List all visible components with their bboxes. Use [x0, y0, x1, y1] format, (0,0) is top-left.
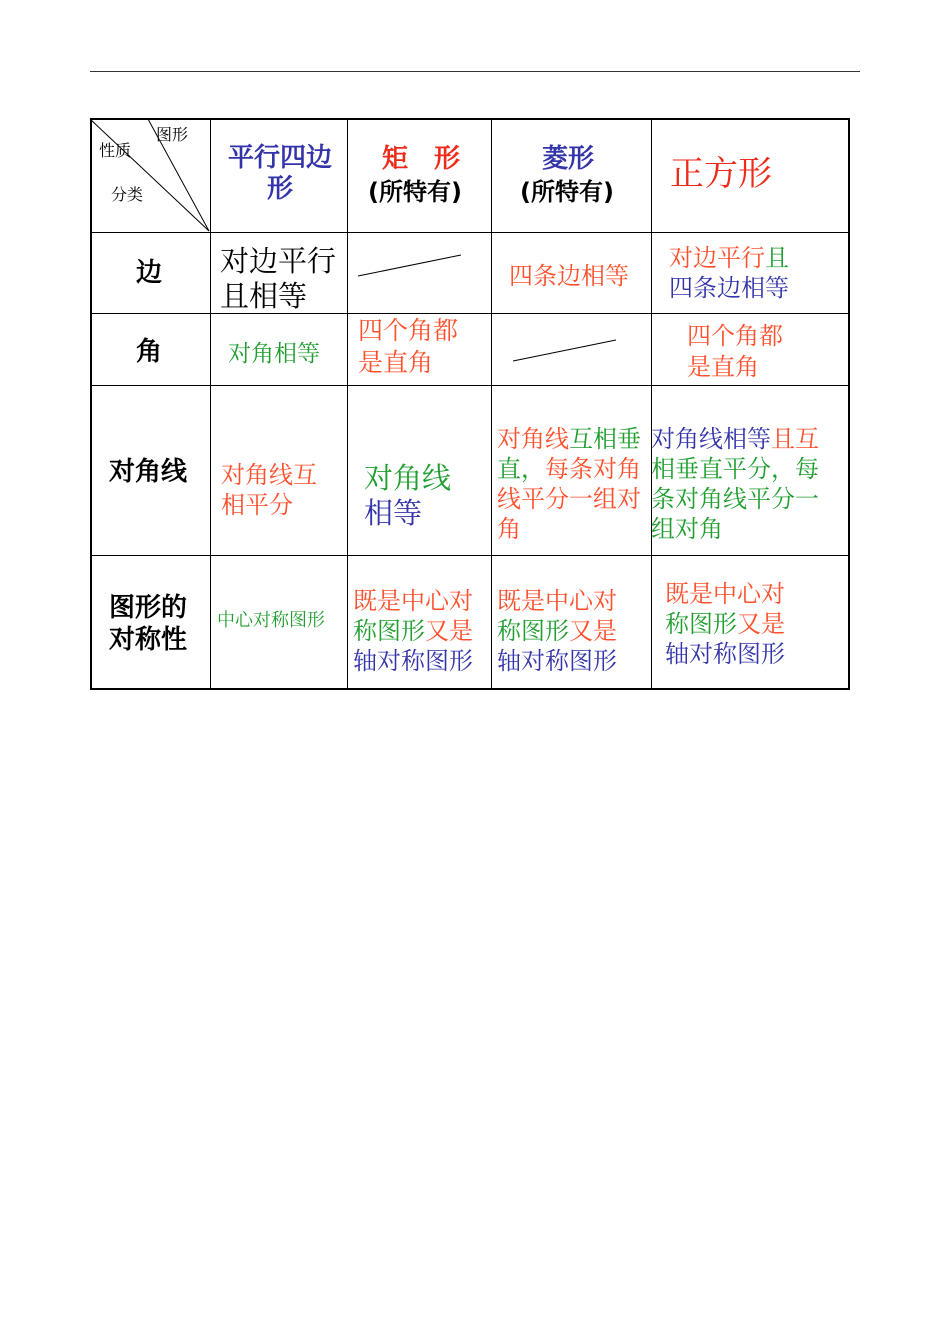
column-square: 正方形: [670, 154, 772, 194]
cell-symmetry-rectangle: 既是中心对: [353, 587, 473, 615]
cell-diagonal-square: 对角线相等且互: [651, 425, 819, 453]
cell-side-parallelogram: 且相等: [220, 279, 308, 313]
row-symmetry: 图形的: [109, 593, 188, 623]
cell-diagonal-rectangle: 相等: [364, 496, 423, 530]
cell-diagonal-rectangle: 对角线: [364, 461, 452, 495]
header-figure-label: 图形: [156, 125, 189, 144]
cell-diagonal-square: 组对角: [651, 515, 723, 543]
cell-symmetry-rectangle: 轴对称图形: [353, 647, 473, 675]
column-rectangle: 矩 形: [382, 144, 461, 174]
column-parallelogram: 平行四边形: [227, 143, 332, 205]
empty-cell-slash: [358, 255, 461, 276]
cell-side-parallelogram: 对边平行: [220, 244, 337, 278]
header-diagonal: [90, 119, 209, 231]
cell-symmetry-rhombus: 既是中心对: [497, 587, 617, 615]
cell-angle-rectangle: 是直角: [358, 348, 434, 377]
cell-symmetry-parallelogram: 中心对称图形: [217, 610, 325, 631]
cell-diagonal-parallelogram: 对角线互: [221, 461, 317, 489]
cell-diagonal-rhombus: 直，每条对角: [497, 455, 641, 483]
cell-diagonal-rhombus: 对角线互相垂: [497, 425, 641, 453]
cell-symmetry-rhombus: 称图形又是: [497, 617, 617, 645]
row-symmetry: 对称性: [109, 625, 188, 655]
cell-angle-parallelogram: 对角相等: [228, 341, 320, 367]
cell-angle-square: 是直角: [687, 353, 759, 381]
cell-diagonal-square: 条对角线平分一: [651, 485, 819, 513]
cell-symmetry-square: 轴对称图形: [665, 640, 785, 668]
cell-side-square: 对边平行且: [669, 244, 789, 272]
cell-symmetry-square: 称图形又是: [665, 610, 785, 638]
row-diagonal: 对角线: [109, 457, 188, 487]
cell-side-rhombus: 四条边相等: [509, 262, 629, 290]
header-category-label: 分类: [111, 185, 144, 204]
cell-angle-rectangle: 四个角都: [358, 316, 459, 345]
cell-symmetry-square: 既是中心对: [665, 580, 785, 608]
cell-side-square: 四条边相等: [669, 274, 789, 302]
row-side: 边: [136, 258, 163, 288]
cell-diagonal-parallelogram: 相平分: [221, 491, 293, 519]
cell-diagonal-rhombus: 角: [497, 515, 521, 543]
cell-diagonal-square: 相垂直平分，每: [651, 455, 819, 483]
column-rhombus-note: (所特有): [520, 178, 614, 206]
column-rhombus: 菱形: [542, 144, 595, 174]
cell-symmetry-rectangle: 称图形又是: [353, 617, 473, 645]
header-property-label: 性质: [99, 141, 132, 160]
row-angle: 角: [136, 337, 163, 367]
cell-angle-square: 四个角都: [687, 322, 783, 350]
empty-cell-slash: [513, 340, 616, 361]
cell-diagonal-rhombus: 线平分一组对: [497, 485, 641, 513]
cell-symmetry-rhombus: 轴对称图形: [497, 647, 617, 675]
column-rectangle-note: (所特有): [368, 178, 462, 206]
